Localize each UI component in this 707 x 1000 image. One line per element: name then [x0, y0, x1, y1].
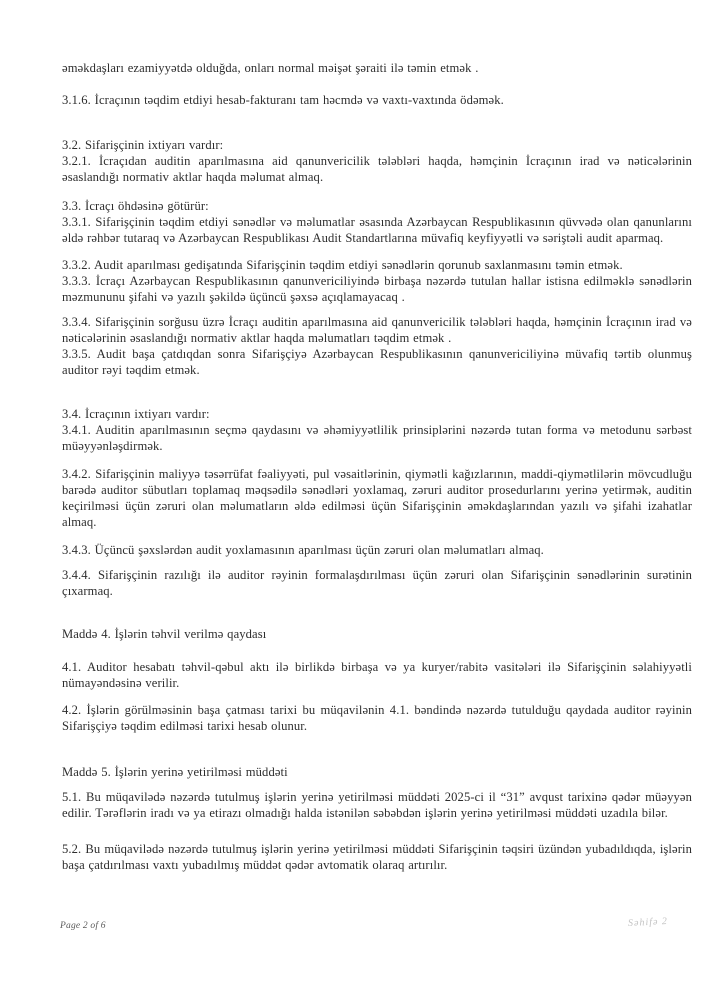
clause-3-1-6: 3.1.6. İcraçının təqdim etdiyi hesab-fakturanı tam həcmdə və vaxtı-vaxtında ödəmək.	[62, 93, 504, 107]
clause-continuation: əməkdaşları ezamiyyətdə olduğda, onları normal məişət şəraiti ilə təmin etmək .	[62, 61, 479, 75]
clause-3-3-4: 3.3.4. Sifarişçinin sorğusu üzrə İcraçı auditin aparılmasına aid qanunvericilik tələbləri haqda, həmçinin İcraçının irad və nəticələrinin əsaslandığı normativ aktlar haqda məlumatları təqdim etmək .	[62, 315, 692, 345]
clause-3-3-3: 3.3.3. İcraçı Azərbaycan Respublikasının qanunvericiliyində birbaşa nəzərdə tutulan hallar istisna edilməklə sənədlərin məzmununu şifahi və yazılı şəkildə üçüncü şəxsə açıqlamayacaq .	[62, 274, 692, 304]
page-number-indicator: Page 2 of 6	[60, 921, 106, 931]
clause-3-4-4: 3.4.4. Sifarişçinin razılığı ilə auditor rəyinin formalaşdırılması üçün zəruri olan Sifarişçinin sənədlərinin surətinin çıxarmaq.	[62, 568, 692, 598]
clause-5-2: 5.2. Bu müqavilədə nəzərdə tutulmuş işlərin yerinə yetirilməsi müddəti Sifarişçinin təqsiri üzündən yubadıldıqda, işlərin başa çatdırılması vaxtı yubadılmış müddət qədər avtomatik olaraq artırılır.	[62, 842, 692, 872]
clause-3-3: 3.3. İcraçı öhdəsinə götürür:	[62, 199, 209, 213]
clause-3-3-1: 3.3.1. Sifarişçinin təqdim etdiyi sənədlər və məlumatlar əsasında Azərbaycan Respublikasının qüvvədə olan qanunlarını əldə rəhbər tutaraq və Azərbaycan Respublikası Audit Standartlarına müvafiq keyfiyyətli və səriştəli audit aparmaq.	[62, 215, 692, 245]
clause-3-4-2: 3.4.2. Sifarişçinin maliyyə təsərrüfat fəaliyyəti, pul vəsaitlərinin, qiymətli kağızlarının, maddi-qiymətlilərin mövcudluğu barədə auditor sübutları toplamaq məqsədilə sənədləri yoxlamaq, zəruri auditor prosedurlarını yerinə yetirmək, auditin keçirilməsi üçün zəruri olan məlumatların əldə edilməsi üçün Sifarişçinin əməkdaşlarından yazılı və şifahi izahatlar almaq.	[62, 467, 692, 529]
clause-3-2: 3.2. Sifarişçinin ixtiyarı vardır:	[62, 138, 224, 152]
clause-3-4: 3.4. İcraçının ixtiyarı vardır:	[62, 407, 210, 421]
document-body	[62, 60, 692, 873]
clause-4-1: 4.1. Auditor hesabatı təhvil-qəbul aktı ilə birlikdə birbaşa və ya kuryer/rabitə vasitələri ilə Sifarişçinin səlahiyyətli nümayəndəsinə verilir.	[62, 660, 692, 690]
clause-4-2: 4.2. İşlərin görülməsinin başa çatması tarixi bu müqavilənin 4.1. bəndində nəzərdə tutulduğu qaydada auditor rəyinin Sifarişçiyə təqdim edilməsi tarixi hesab olunur.	[62, 703, 692, 733]
heading-article-4: Maddə 4. İşlərin təhvil verilmə qaydası	[62, 627, 267, 641]
clause-3-3-5: 3.3.5. Audit başa çatdıqdan sonra Sifarişçiyə Azərbaycan Respublikasının qanunvericiliyinə müvafiq tərtib olunmuş auditor rəyi təqdim etmək.	[62, 347, 692, 377]
handwritten-mark: Səhifə 2	[627, 915, 669, 930]
clause-3-4-1: 3.4.1. Auditin aparılmasının seçmə qaydasını və əhəmiyyətlilik prinsiplərini nəzərdə tutan forma və metodunu sərbəst müəyyənləşdirmək.	[62, 423, 692, 453]
heading-article-5: Maddə 5. İşlərin yerinə yetirilməsi müddəti	[62, 765, 288, 779]
clause-3-2-1: 3.2.1. İcraçıdan auditin aparılmasına aid qanunvericilik tələbləri haqda, həmçinin İcraçının irad və nəticələrinin əsaslandığı normativ aktlar haqda məlumat almaq.	[62, 154, 692, 184]
clause-3-4-3: 3.4.3. Üçüncü şəxslərdən audit yoxlamasının aparılması üçün zəruri olan məlumatları almaq.	[62, 543, 544, 557]
clause-3-3-2: 3.3.2. Audit aparılması gedişatında Sifarişçinin təqdim etdiyi sənədlərin qorunub saxlanmasını təmin etmək.	[62, 258, 623, 272]
clause-5-1: 5.1. Bu müqavilədə nəzərdə tutulmuş işlərin yerinə yetirilməsi müddəti 2025-ci il “31” avqust tarixinə qədər müəyyən edilir. Tərəflərin iradı və ya etirazı olmadığı halda istənilən səbəbdən işlərin yerinə yetirilməsi müddəti uzadıla bilər.	[62, 790, 692, 820]
